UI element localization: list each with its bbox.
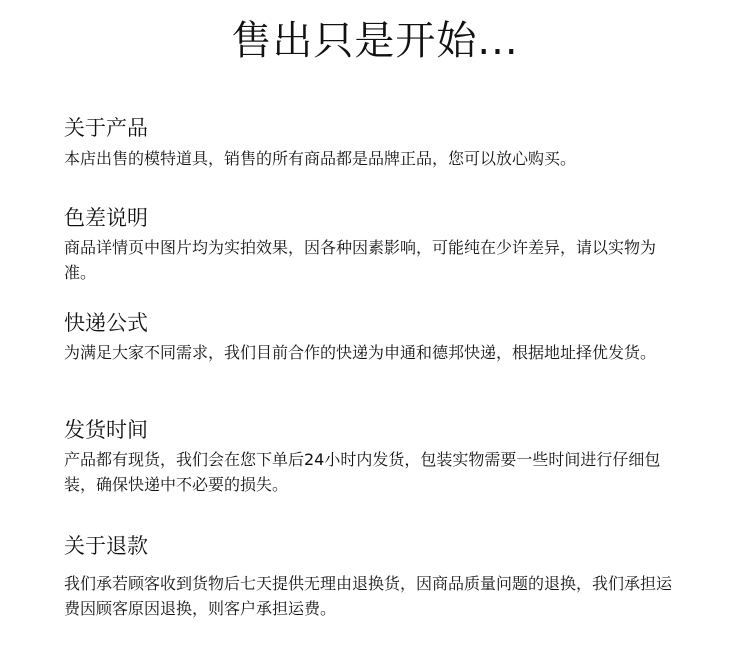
section-body: 产品都有现货，我们会在您下单后24小时内发货，包装实物需要一些时间进行仔细包装，确保快递中不必要的损失。 (64, 450, 661, 494)
section-express-delivery (64, 309, 684, 365)
section-body: 本店出售的模特道具，销售的所有商品都是品牌正品，您可以放心购买。 (64, 149, 577, 168)
section-shipping-time (64, 416, 684, 497)
section-heading: 发货时间 (64, 418, 148, 442)
section-body: 我们承若顾客收到货物后七天提供无理由退换货，因商品质量问题的退换，我们承担运费因顾客原因退换，则客户承担运费。 (64, 574, 673, 618)
section-heading: 色差说明 (64, 206, 148, 230)
page-title: 售出只是开始... (231, 18, 519, 64)
section-heading: 关于退款 (64, 534, 148, 558)
section-body: 为满足大家不同需求，我们目前合作的快递为申通和德邦快递，根据地址择优发货。 (64, 343, 657, 362)
section-body: 商品详情页中图片均为实拍效果，因各种因素影响，可能纯在少许差异，请以实物为准。 (64, 238, 657, 282)
section-color-difference (64, 204, 684, 285)
section-about-product (64, 114, 684, 171)
section-heading: 快递公式 (64, 311, 148, 335)
section-about-refund (64, 532, 684, 621)
section-heading: 关于产品 (64, 116, 148, 140)
